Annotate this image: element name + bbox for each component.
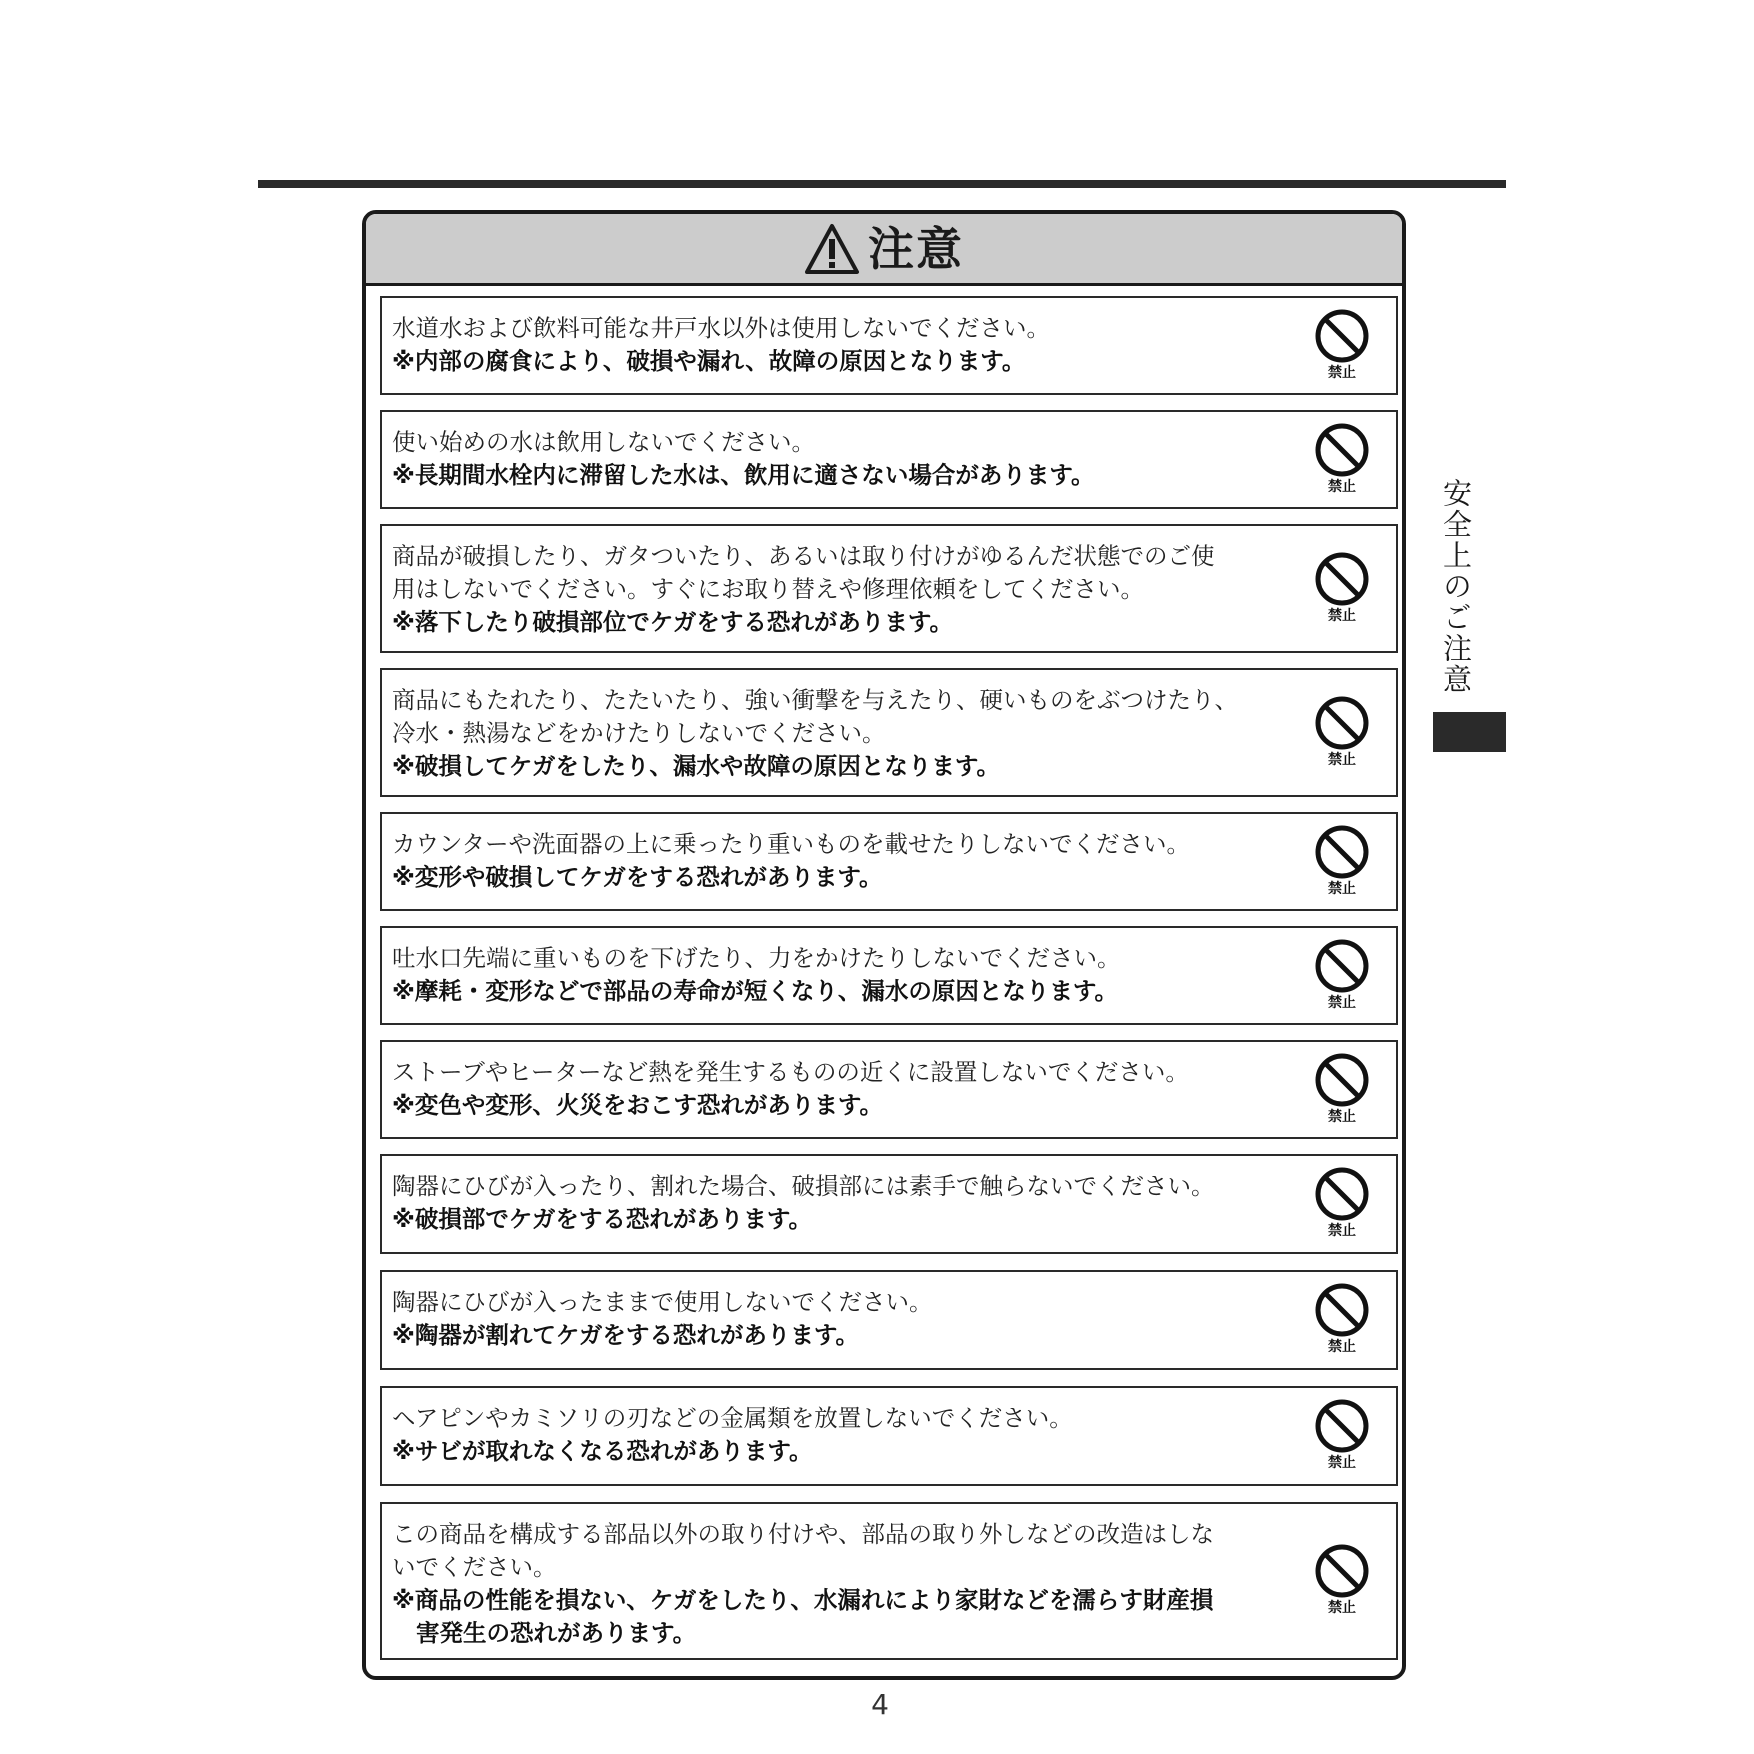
caution-line: いでください。 (392, 1553, 557, 1581)
prohibited-icon (1314, 308, 1370, 364)
prohibited-sign (1310, 422, 1374, 498)
caution-item-text (392, 426, 1292, 492)
caution-item-text (392, 1056, 1292, 1122)
caution-item-text (392, 684, 1292, 783)
caution-header (366, 214, 1402, 286)
caution-item (380, 524, 1398, 653)
prohibited-sign (1310, 938, 1374, 1014)
prohibited-sign (1310, 551, 1374, 627)
caution-item (380, 668, 1398, 797)
caution-note: ※変形や破損してケガをする恐れがあります。 (392, 863, 883, 891)
section-tab-label: 安全上のご注意 (1439, 478, 1473, 695)
caution-item (380, 1154, 1398, 1254)
caution-note: ※破損してケガをしたり、漏水や故障の原因となります。 (392, 752, 1000, 780)
prohibited-icon (1314, 1398, 1370, 1454)
prohibited-icon (1314, 551, 1370, 607)
prohibited-sign (1310, 1282, 1374, 1358)
caution-note: ※変色や変形、火災をおこす恐れがあります。 (392, 1091, 883, 1119)
caution-item-text (392, 1286, 1292, 1352)
caution-line: 陶器にひびが入ったり、割れた場合、破損部には素手で触らないでください。 (392, 1172, 1215, 1200)
prohibited-sign (1310, 1398, 1374, 1474)
prohibited-sign (1310, 308, 1374, 384)
top-rule (258, 180, 1506, 188)
prohibited-label: 禁止 (1328, 1339, 1356, 1355)
caution-item (380, 1386, 1398, 1486)
prohibited-label: 禁止 (1328, 1600, 1356, 1616)
caution-item-text (392, 1170, 1292, 1236)
caution-item-text (392, 540, 1292, 639)
caution-item (380, 296, 1398, 395)
prohibited-icon (1314, 938, 1370, 994)
caution-box (362, 210, 1406, 1680)
caution-note: 害発生の恐れがあります。 (416, 1619, 697, 1647)
caution-item (380, 1040, 1398, 1139)
prohibited-icon (1314, 1166, 1370, 1222)
caution-item-text (392, 312, 1292, 378)
prohibited-sign (1310, 1052, 1374, 1128)
prohibited-label: 禁止 (1328, 478, 1356, 495)
caution-line: 使い始めの水は飲用しないでください。 (392, 428, 815, 456)
prohibited-icon (1314, 1543, 1370, 1599)
prohibited-label: 禁止 (1328, 1223, 1356, 1239)
caution-line: 水道水および飲料可能な井戸水以外は使用しないでください。 (392, 314, 1050, 342)
caution-line: ヘアピンやカミソリの刃などの金属類を放置しないでください。 (392, 1404, 1073, 1432)
prohibited-icon (1314, 422, 1370, 478)
caution-note: ※商品の性能を損ない、ケガをしたり、水漏れにより家財などを濡らす財産損 (392, 1586, 1214, 1614)
prohibited-label: 禁止 (1328, 751, 1356, 768)
prohibited-icon (1314, 1052, 1370, 1108)
caution-line: 用はしないでください。すぐにお取り替えや修理依頼をしてください。 (392, 575, 1144, 603)
prohibited-icon (1314, 824, 1370, 880)
prohibited-label: 禁止 (1328, 1455, 1356, 1471)
prohibited-label: 禁止 (1328, 994, 1356, 1011)
prohibited-label: 禁止 (1328, 364, 1356, 381)
warning-triangle-icon (804, 223, 860, 275)
caution-note: ※落下したり破損部位でケガをする恐れがあります。 (392, 608, 953, 636)
prohibited-sign (1310, 695, 1374, 771)
caution-item-text (392, 1518, 1292, 1650)
prohibited-label: 禁止 (1328, 880, 1356, 897)
prohibited-label: 禁止 (1328, 1108, 1356, 1125)
caution-line: カウンターや洗面器の上に乗ったり重いものを載せたりしないでください。 (392, 830, 1191, 858)
page-number: 4 (871, 1688, 889, 1721)
caution-item (380, 410, 1398, 509)
caution-item-text (392, 828, 1292, 894)
caution-note: ※長期間水栓内に滞留した水は、飲用に適さない場合があります。 (392, 461, 1095, 489)
caution-item-text (392, 1402, 1292, 1468)
caution-title: 注意 (868, 221, 964, 276)
caution-note: ※サビが取れなくなる恐れがあります。 (392, 1437, 813, 1465)
caution-item (380, 812, 1398, 911)
section-tab-marker (1433, 712, 1506, 752)
caution-item-text (392, 942, 1292, 1008)
prohibited-sign (1310, 1166, 1374, 1242)
caution-item (380, 926, 1398, 1025)
prohibited-sign (1310, 1543, 1374, 1619)
caution-note: ※内部の腐食により、破損や漏れ、故障の原因となります。 (392, 347, 1026, 375)
prohibited-label: 禁止 (1328, 607, 1356, 624)
caution-item (380, 1270, 1398, 1370)
caution-note: ※摩耗・変形などで部品の寿命が短くなり、漏水の原因となります。 (392, 977, 1118, 1005)
caution-line: 陶器にひびが入ったままで使用しないでください。 (392, 1288, 933, 1316)
caution-line: 商品が破損したり、ガタついたり、あるいは取り付けがゆるんだ状態でのご使 (392, 542, 1215, 570)
caution-item (380, 1502, 1398, 1660)
caution-line: ストーブやヒーターなど熱を発生するものの近くに設置しないでください。 (392, 1058, 1189, 1086)
prohibited-icon (1314, 695, 1370, 751)
caution-note: ※陶器が割れてケガをする恐れがあります。 (392, 1321, 859, 1349)
prohibited-sign (1310, 824, 1374, 900)
caution-line: 冷水・熱湯などをかけたりしないでください。 (392, 719, 886, 747)
caution-line: 吐水口先端に重いものを下げたり、力をかけたりしないでください。 (392, 944, 1121, 972)
prohibited-icon (1314, 1282, 1370, 1338)
caution-line: 商品にもたれたり、たたいたり、強い衝撃を与えたり、硬いものをぶつけたり、 (392, 686, 1238, 714)
caution-note: ※破損部でケガをする恐れがあります。 (392, 1205, 812, 1233)
caution-line: この商品を構成する部品以外の取り付けや、部品の取り外しなどの改造はしな (392, 1520, 1215, 1548)
